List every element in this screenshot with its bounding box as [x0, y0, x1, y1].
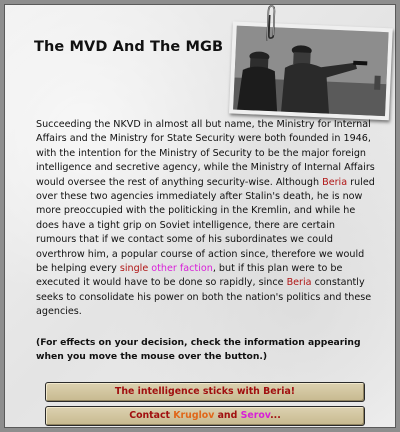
- other-faction-highlight: other faction: [151, 263, 213, 275]
- beria-name: Beria: [286, 277, 312, 289]
- event-panel: [4, 4, 396, 428]
- single-highlight: single: [119, 263, 149, 275]
- historical-photo-icon: [229, 21, 393, 120]
- option-contact-kruglov-serov-button[interactable]: Contact Kruglov and Serov...: [45, 406, 365, 426]
- option-label: The intelligence sticks with Beria!: [114, 386, 296, 397]
- event-description: Succeeding the NKVD in almost all but name, the Ministry for Internal Affairs and the Ministry for State Security were both founded in 1946, with the intention for the Ministry of Security to be the major foreign intelligence and secretive agency, while the Ministry of Internal Affairs would oversee the rest of anything security-wise. Although Beria ruled over these two agencies immediately after Stalin's death, he is now more preoccupied with the politicking in the Kremlin, and while he does have a tight grip on Soviet intelligence, there are certain rumours that if we contact some of his subordinates we could overthrow him, a popular course of action since, therefore we would be helping every single other faction, but if this plan were to be executed it would have to be done so rapidly, since Beria constantly seeks to consolidate his power on both the nation's politics and these agencies.: [36, 119, 375, 318]
- beria-name: Beria: [322, 176, 348, 188]
- event-title: The MVD And The MGB: [34, 39, 224, 55]
- event-photo: [229, 13, 399, 122]
- serov-name: Serov: [240, 410, 271, 421]
- decision-note: (For effects on your decision, check the information appearing when you move the mouse over the button.): [36, 337, 361, 363]
- paperclip-icon: [264, 5, 278, 45]
- kruglov-name: Kruglov: [173, 410, 215, 421]
- option-intelligence-sticks-button[interactable]: [45, 382, 365, 402]
